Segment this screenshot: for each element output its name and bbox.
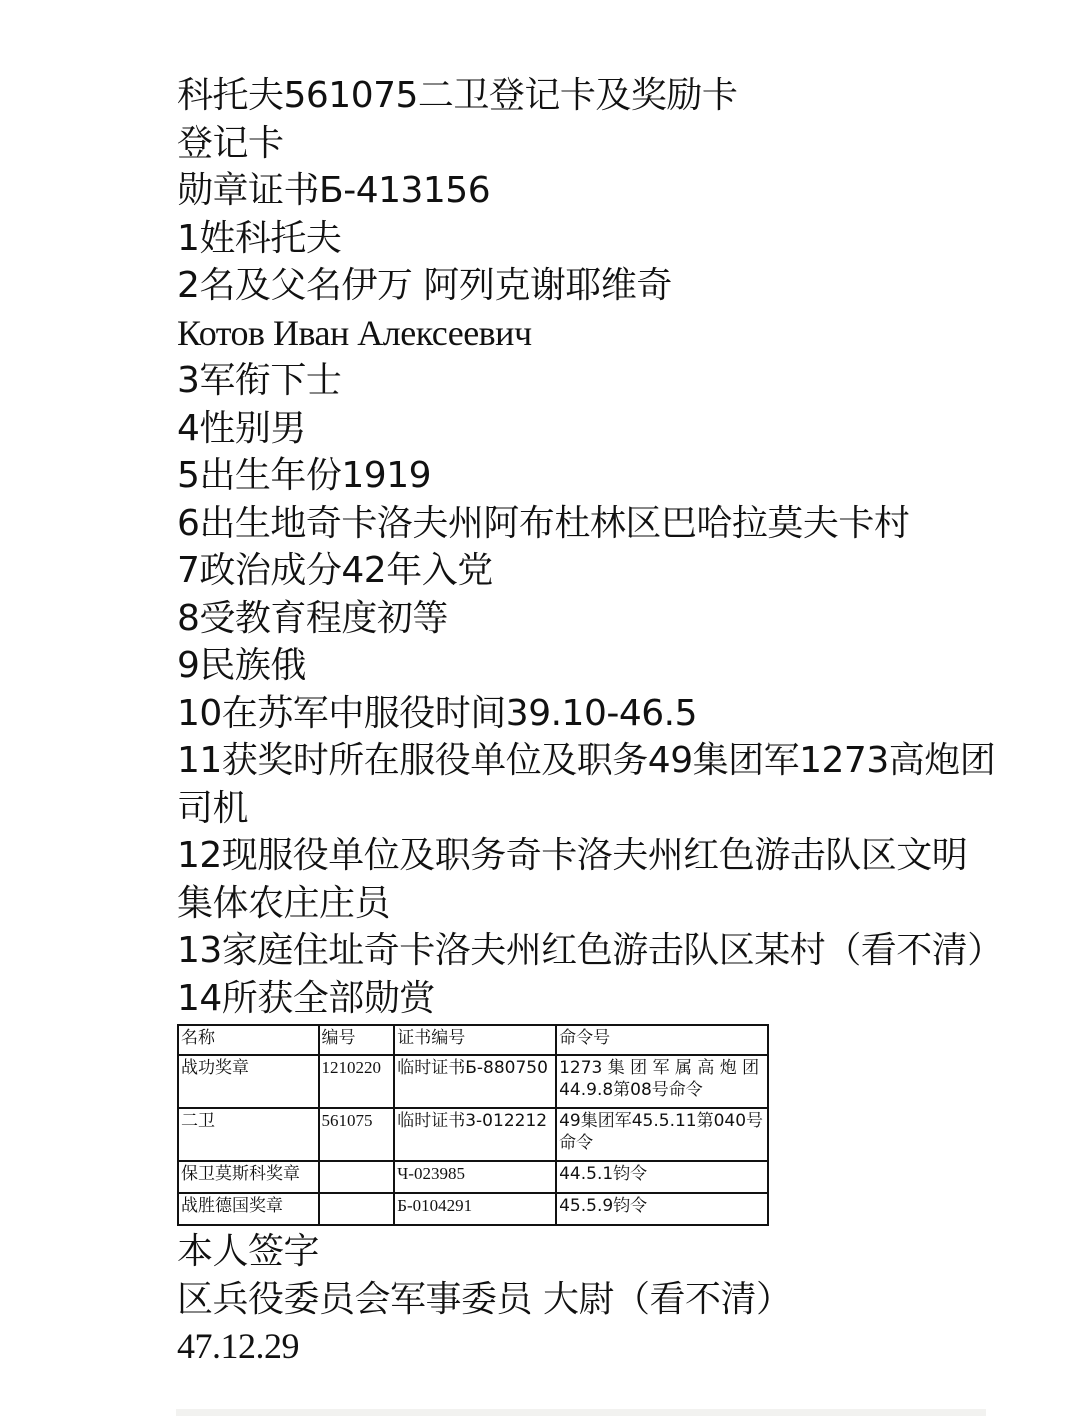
- field-current-unit: 12现服役单位及职务奇卡洛夫州红色游击队区文明集体农庄庄员: [177, 835, 968, 924]
- next-image-edge: [176, 1409, 986, 1416]
- field-education: 8受教育程度初等: [177, 597, 448, 639]
- certificate-number: 勋章证书Б-413156: [177, 170, 491, 211]
- award-order: 49集团军45.5.11第040号命令: [556, 1108, 768, 1161]
- field-name-patronymic: 2名及父名伊万 阿列克谢耶维奇: [177, 265, 672, 306]
- award-number: [319, 1193, 395, 1225]
- column-header-certificate: 证书编号: [394, 1025, 556, 1055]
- field-sex: 4性别男: [177, 407, 306, 449]
- field-birthplace: 6出生地奇卡洛夫州阿布杜林区巴哈拉莫夫卡村: [177, 502, 910, 544]
- table-row: [178, 1055, 768, 1108]
- award-name: 二卫: [178, 1108, 319, 1161]
- award-number: [319, 1161, 395, 1193]
- field-party-status: 7政治成分42年入党: [177, 550, 493, 591]
- field-service-period: 10在苏军中服役时间39.10-46.5: [177, 692, 698, 734]
- table-header-row: [178, 1025, 768, 1055]
- award-certificate: 临时证书3-012212: [394, 1108, 556, 1161]
- document-subtitle: 登记卡: [177, 122, 284, 164]
- award-order: 45.5.9钧令: [556, 1193, 768, 1225]
- document-date: 47.12.29: [177, 1326, 299, 1366]
- award-number: 561075: [319, 1108, 395, 1161]
- table-row: [178, 1193, 768, 1225]
- award-certificate: Б-0104291: [394, 1193, 556, 1225]
- column-header-order: 命令号: [556, 1025, 768, 1055]
- award-certificate: 临时证书Б-880750: [394, 1055, 556, 1108]
- award-name: 战功奖章: [178, 1055, 319, 1108]
- signature-label: 本人签字: [177, 1231, 320, 1272]
- column-header-number: 编号: [319, 1025, 395, 1055]
- award-name: 保卫莫斯科奖章: [178, 1161, 319, 1193]
- field-unit-at-award: 11获奖时所在服役单位及职务49集团军1273高炮团司机: [177, 740, 996, 829]
- column-header-name: 名称: [178, 1025, 319, 1055]
- field-name-russian: Котов Иван Алексеевич: [177, 312, 532, 353]
- field-birth-year: 5出生年份1919: [177, 455, 432, 496]
- award-order: 44.5.1钧令: [556, 1161, 768, 1193]
- awards-table: [177, 1024, 769, 1226]
- award-certificate: Ч-023985: [394, 1161, 556, 1193]
- field-surname: 1姓科托夫: [177, 217, 342, 259]
- table-row: [178, 1108, 768, 1161]
- signer: 区兵役委员会军事委员 大尉（看不清）: [177, 1278, 792, 1320]
- field-home-address: 13家庭住址奇卡洛夫州红色游击队区某村（看不清）: [177, 930, 1003, 971]
- award-number: 1210220: [319, 1055, 395, 1108]
- document-title: 科托夫561075二卫登记卡及奖励卡: [177, 75, 738, 116]
- field-rank: 3军衔下士: [177, 360, 342, 401]
- registration-card-document: [177, 72, 1007, 1371]
- field-nationality: 9民族俄: [177, 645, 306, 686]
- award-name: 战胜德国奖章: [178, 1193, 319, 1225]
- table-row: [178, 1161, 768, 1193]
- field-all-awards: 14所获全部勋赏: [177, 977, 435, 1019]
- award-order: 1273 集 团 军 属 高 炮 团 44.9.8第08号命令: [556, 1055, 768, 1108]
